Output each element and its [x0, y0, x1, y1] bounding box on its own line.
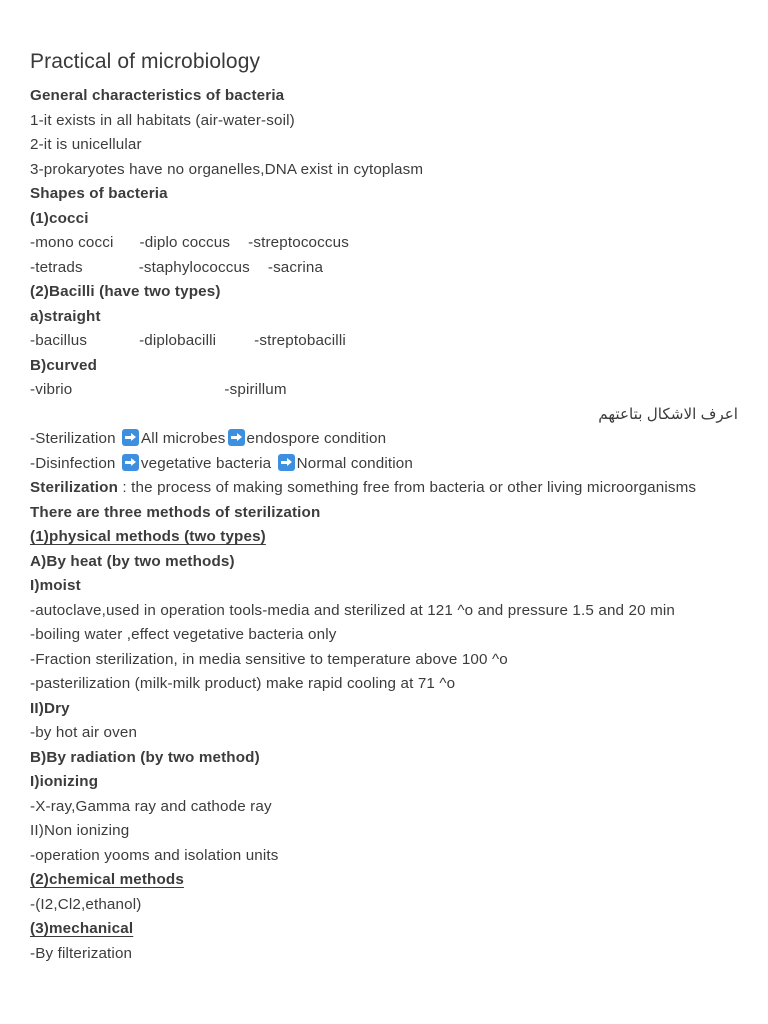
text-item: -Disinfection — [30, 454, 120, 472]
text-line: -Fraction sterilization, in media sensitive to temperature above 100 ^o — [30, 650, 508, 668]
text-item: -streptobacilli — [254, 332, 346, 349]
text-line: -By filterization — [30, 944, 133, 962]
curved-row — [30, 378, 738, 403]
disinfection-row — [30, 452, 738, 477]
text-item: -diplobacilli — [139, 332, 217, 349]
definition: : the process of making something free from bacteria or other living microorganisms — [118, 479, 697, 496]
text-item: All microbes — [141, 430, 226, 447]
heading-shapes: Shapes of bacteria — [30, 185, 168, 202]
heading-chemical-methods: (2)chemical methods — [30, 871, 184, 888]
heading-moist: I)moist — [30, 577, 81, 594]
text-item: vegetative bacteria — [140, 454, 276, 472]
heading-bacilli: (2)Bacilli (have two types) — [30, 283, 221, 300]
text-item: -mono cocci — [30, 234, 114, 251]
text-line: -operation yooms and isolation units — [30, 846, 279, 864]
text-line: -by hot air oven — [30, 724, 138, 741]
text-item: Normal condition — [296, 454, 413, 472]
right-arrow-icon — [228, 429, 245, 446]
text-line: 2-it is unicellular — [30, 136, 142, 153]
text-line: -X-ray,Gamma ray and cathode ray — [30, 797, 272, 815]
text-item: -tetrads — [30, 258, 83, 276]
page-title: Practical of microbiology — [30, 50, 261, 73]
text-item: -streptococcus — [248, 234, 349, 251]
term: Sterilization — [30, 479, 119, 496]
text-line: II)Non ionizing — [30, 822, 130, 839]
text-line: -boiling water ,effect vegetative bacteria only — [30, 626, 337, 643]
cocci-row-2 — [30, 256, 738, 281]
text-item: -sacrina — [267, 258, 324, 276]
right-arrow-icon — [122, 454, 139, 471]
text-item: -bacillus — [30, 332, 88, 349]
heading-ionizing: I)ionizing — [30, 773, 99, 790]
text-line: -pasterilization (milk-milk product) make rapid cooling at 71 ^o — [30, 675, 456, 692]
sterilization-definition — [30, 476, 738, 501]
heading-cocci: (1)cocci — [30, 209, 89, 227]
text-line: 3-prokaryotes have no organelles,DNA exist in cytoplasm — [30, 160, 424, 178]
text-line: 1-it exists in all habitats (air-water-soil) — [30, 111, 295, 129]
text-item: endospore condition — [246, 430, 387, 447]
heading-dry: II)Dry — [30, 699, 70, 717]
text-item: -Sterilization — [30, 430, 121, 447]
right-arrow-icon — [278, 454, 295, 471]
cocci-row-1 — [30, 231, 738, 256]
text-line: -autoclave,used in operation tools-media and sterilized at 121 ^o and pressure 1.5 and 20 min — [30, 601, 675, 619]
heading-by-heat: A)By heat (by two methods) — [30, 552, 235, 570]
heading-three-methods: There are three methods of sterilization — [30, 503, 321, 521]
sterilization-row — [30, 427, 738, 452]
arabic-note: اعرف الاشكال بتاعتهم — [598, 405, 738, 423]
text-item: -spirillum — [224, 381, 287, 398]
heading-physical-methods: (1)physical methods (two types) — [30, 528, 266, 545]
heading-general-characteristics: General characteristics of bacteria — [30, 87, 285, 104]
text-item: -vibrio — [30, 381, 73, 398]
right-arrow-icon — [122, 429, 139, 446]
bacilli-row — [30, 329, 738, 354]
text-line: -(I2,Cl2,ethanol) — [30, 895, 142, 913]
heading-mechanical: (3)mechanical — [30, 920, 134, 937]
text-item: -diplo coccus — [139, 234, 231, 251]
text-item: -staphylococcus — [138, 258, 250, 276]
heading-by-radiation: B)By radiation (by two method) — [30, 748, 260, 766]
heading-curved: B)curved — [30, 356, 98, 374]
heading-straight: a)straight — [30, 307, 101, 325]
